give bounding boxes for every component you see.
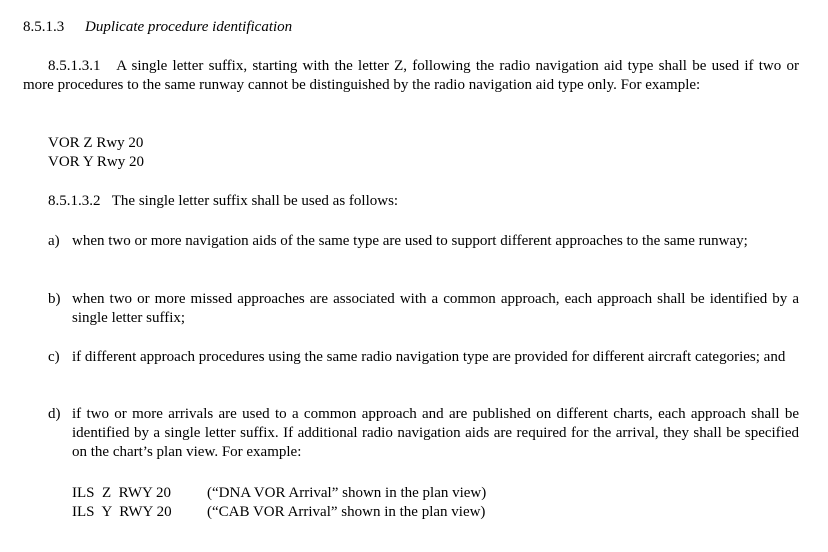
list-item-text: if two or more arrivals are used to a common approach and are published on different charts, each approach shall be identified by a single letter suffix. If additional radio navigation aids are required for the arrival, they shall be specified on the chart’s plan view. For example: [72,406,799,460]
example-procedure: ILS Y RWY 20 [72,504,172,520]
list-item-text: when two or more missed approaches are associated with a common approach, each approach shall be identified by a single letter suffix; [72,291,799,326]
paragraph-text: A single letter suffix, starting with the letter Z, following the radio navigation aid type shall be used if two or more procedures to the same runway cannot be distinguished by the radio navigation aid type only. For example: [23,58,800,93]
paragraph-number: 8.5.1.3.2 [48,193,101,209]
example-line: VOR Z Rwy 20 [48,135,144,151]
list-item-label: b) [48,291,61,307]
list-item-text: when two or more navigation aids of the same type are used to support different approaches to the same runway; [72,233,748,249]
list-item-label: d) [48,406,61,422]
list-item-label: a) [48,233,60,249]
section-title: Duplicate procedure identification [85,19,293,35]
section-number: 8.5.1.3 [23,19,65,35]
paragraph-8-5-1-3-1 [23,57,799,95]
paragraph-number: 8.5.1.3.1 [48,58,101,74]
paragraph-text: The single letter suffix shall be used as follows: [111,193,399,209]
example-note: (“DNA VOR Arrival” shown in the plan view) [207,485,487,501]
list-item-text: if different approach procedures using the same radio navigation type are provided for different aircraft categories; and [72,349,786,365]
example-line: VOR Y Rwy 20 [48,154,144,170]
list-item-label: c) [48,349,60,365]
example-note: (“CAB VOR Arrival” shown in the plan view) [207,504,486,520]
paragraph-8-5-1-3-2 [48,192,398,211]
example-procedure: ILS Z RWY 20 [72,485,172,501]
